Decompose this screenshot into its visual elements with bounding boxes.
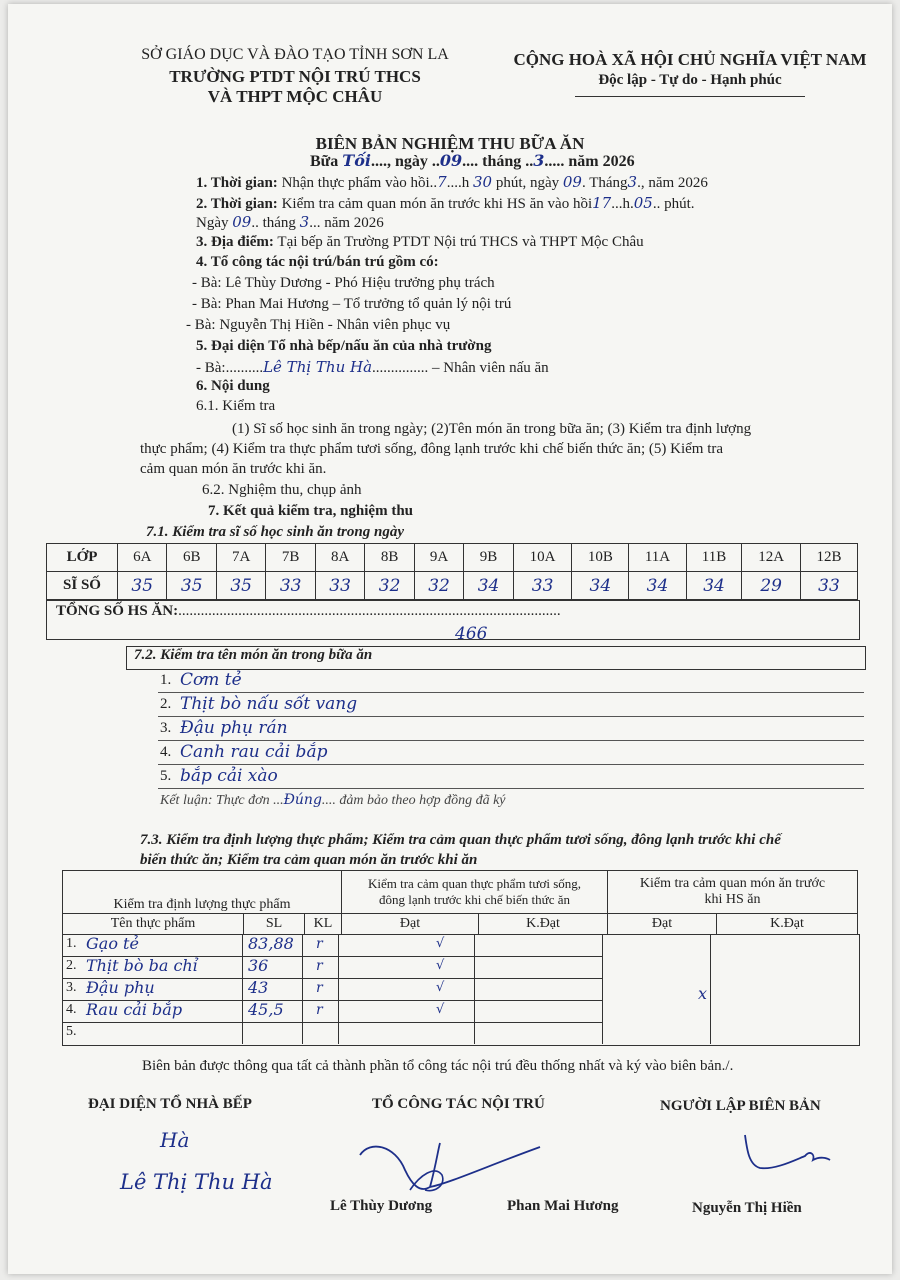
meal-date-line: [310, 151, 635, 171]
time1-month-label: . Tháng: [581, 175, 628, 191]
food-quantity: 36: [248, 956, 269, 975]
sense-check-mark: x: [698, 984, 708, 1003]
conclusion-suffix: .... đảm bảo theo hợp đồng đã ký: [321, 793, 506, 808]
team-name-1: Lê Thùy Dương: [330, 1198, 433, 1214]
meal-value: Tối: [342, 151, 371, 170]
meal-label: Bữa: [310, 153, 339, 170]
sign-title-team: TỔ CÔNG TÁC NỘI TRÚ: [372, 1096, 545, 1112]
food-pass-check: √: [436, 958, 445, 973]
place-label: 3. Địa điểm:: [196, 234, 274, 250]
food-rows-frame: [62, 934, 860, 1046]
accept-label: 6.2. Nghiệm thu, chụp ảnh: [202, 482, 362, 498]
team-member-2: - Bà: Phan Mai Hương – Tổ trưởng tổ quản lý nội trú: [192, 296, 512, 312]
dish-name: Canh rau cải bắp: [180, 742, 328, 762]
dish-number: 1.: [160, 672, 172, 688]
class-cell: 11B: [686, 544, 742, 572]
time1-label: 1. Thời gian:: [196, 175, 278, 191]
dish-name: Cơm tẻ: [180, 670, 242, 690]
sign-title-kitchen: ĐẠI DIỆN TỔ NHÀ BẾP: [88, 1096, 252, 1112]
food-name: Rau cải bắp: [86, 1000, 183, 1019]
kitchen-name: Lê Thị Thu Hà: [263, 358, 373, 376]
class-count-table: [46, 543, 858, 600]
content-label: 6. Nội dung: [196, 378, 270, 394]
food-col-divider: [338, 934, 339, 1044]
class-cell: 11A: [629, 544, 686, 572]
dish-name: Đậu phụ rán: [180, 718, 288, 738]
food-quantity: 83,88: [248, 934, 294, 953]
time2-date-line: [196, 213, 384, 232]
food-weight-check: r: [316, 980, 323, 996]
author-name: Nguyễn Thị Hiền: [692, 1200, 802, 1216]
food-weight-check: r: [316, 958, 323, 974]
time2-line: [196, 194, 695, 213]
food-col-divider: [710, 934, 711, 1044]
conclusion-value: Đúng: [283, 792, 322, 808]
time2-minute: 05: [633, 194, 653, 212]
time2-month: 3: [299, 213, 310, 231]
total-label: TỔNG SỐ HS ĂN:: [56, 603, 179, 619]
place-line: [196, 234, 644, 251]
col-fail-2: K.Đạt: [717, 914, 858, 935]
food-col-divider: [602, 934, 603, 1044]
class-cell: 7A: [216, 544, 265, 572]
time1-month: 3: [627, 173, 638, 191]
dish-name: bắp cải xào: [180, 766, 278, 786]
team-name-2: Phan Mai Hương: [507, 1198, 619, 1214]
food-weight-check: r: [316, 936, 323, 952]
dish-underline: [158, 716, 864, 717]
dish-underline: [158, 788, 864, 789]
conclusion-prefix: Kết luận: Thực đơn ...: [160, 793, 284, 808]
class-cell: 8A: [315, 544, 364, 572]
day-value: 09: [439, 151, 463, 170]
motto-underline: [575, 96, 805, 97]
section-72-title: 7.2. Kiểm tra tên món ăn trong bữa ăn: [134, 647, 373, 663]
kitchen-suffix: ............... – Nhân viên nấu ăn: [372, 360, 549, 376]
count-cell: 34: [629, 572, 686, 600]
count-cell: 32: [365, 572, 414, 600]
count-cell: 35: [216, 572, 265, 600]
time1-hour: 7: [437, 173, 447, 191]
dish-underline: [158, 692, 864, 693]
header-school-line2: VÀ THPT MỘC CHÂU: [207, 87, 383, 106]
food-row-divider: [62, 1022, 602, 1023]
food-pass-check: √: [436, 936, 445, 951]
food-quantity: 43: [248, 978, 269, 997]
closing-statement: Biên bản được thông qua tất cả thành phần tổ công tác nội trú đều thống nhất và ký vào biên bản./.: [142, 1058, 734, 1074]
time1-day: 09: [562, 173, 582, 191]
count-row: [47, 572, 858, 600]
food-row-number: 1.: [66, 936, 77, 951]
count-cell: 34: [464, 572, 513, 600]
time2-label: 2. Thời gian:: [196, 196, 278, 212]
class-cell: 9B: [464, 544, 513, 572]
time2-day: 09: [232, 213, 252, 231]
team-label: 4. Tổ công tác nội trú/bán trú gồm có:: [196, 254, 439, 270]
count-cell: 32: [414, 572, 463, 600]
count-cell: 33: [266, 572, 315, 600]
time2-year: ... năm 2026: [309, 215, 384, 231]
class-cell: 7B: [266, 544, 315, 572]
food-row-number: 2.: [66, 958, 77, 973]
food-col-divider: [302, 934, 303, 1044]
time1-minute: 30: [472, 173, 493, 191]
team-member-3: - Bà: Nguyễn Thị Hiền - Nhân viên phục vụ: [186, 317, 451, 333]
kitchen-prefix: - Bà:..........: [196, 360, 264, 376]
dish-number: 4.: [160, 744, 172, 760]
class-cell: 10A: [513, 544, 572, 572]
time2-month-label: .. tháng: [251, 215, 296, 231]
food-col-divider: [474, 934, 475, 1044]
food-row-number: 3.: [66, 980, 77, 995]
class-cell: 8B: [365, 544, 414, 572]
conclusion-line: [160, 792, 506, 809]
col-pass-2: Đạt: [608, 914, 717, 935]
header-country: CỘNG HOÀ XÃ HỘI CHỦ NGHĨA VIỆT NAM: [513, 50, 867, 69]
header-school-line1: TRƯỜNG PTDT NỘI TRÚ THCS: [169, 67, 421, 86]
count-row-label: SĨ SỐ: [47, 572, 118, 600]
time2-text: Kiểm tra cảm quan món ăn trước khi HS ăn vào hồi: [281, 196, 593, 212]
kitchen-signature-name: Lê Thị Thu Hà: [120, 1170, 273, 1194]
food-name: Gạo tẻ: [86, 934, 139, 953]
class-cell: 6A: [118, 544, 167, 572]
head-fresh: Kiểm tra cảm quan thực phẩm tươi sống, đông lạnh trước khi chế biến thức ăn: [342, 871, 608, 914]
dish-underline: [158, 764, 864, 765]
time1-year: ., năm 2026: [637, 175, 708, 191]
class-cell: 9A: [414, 544, 463, 572]
count-cell: 34: [686, 572, 742, 600]
food-pass-check: √: [436, 1002, 445, 1017]
dish-number: 5.: [160, 768, 172, 784]
count-cell: 34: [572, 572, 629, 600]
count-cell: 33: [800, 572, 857, 600]
kitchen-member-line: [196, 358, 549, 377]
year-label: ..... năm 2026: [544, 153, 635, 170]
count-cell: 35: [167, 572, 216, 600]
food-table-header-1: [63, 871, 858, 914]
dish-number: 2.: [160, 696, 172, 712]
class-row: [47, 544, 858, 572]
food-name: Thịt bò ba chỉ: [86, 956, 198, 975]
count-cell: 33: [315, 572, 364, 600]
food-col-divider: [242, 934, 243, 1044]
time1-text: Nhận thực phẩm vào hồi..: [281, 175, 438, 191]
class-cell: 12A: [742, 544, 801, 572]
dish-name: Thịt bò nấu sốt vang: [180, 694, 358, 714]
time2-hour: 17: [592, 194, 612, 212]
time1-day-label: phút, ngày: [495, 175, 560, 191]
header-department: SỞ GIÁO DỤC VÀ ĐÀO TẠO TỈNH SƠN LA: [141, 46, 449, 63]
kitchen-signature: Hà: [160, 1128, 190, 1152]
col-pass: Đạt: [342, 914, 479, 935]
class-cell: 10B: [572, 544, 629, 572]
food-row-number: 5.: [66, 1024, 77, 1039]
result-label: 7. Kết quả kiểm tra, nghiệm thu: [208, 503, 414, 519]
col-fail: K.Đạt: [479, 914, 608, 935]
food-check-table: [62, 870, 858, 935]
food-quantity: 45,5: [248, 1000, 284, 1019]
month-label: .... tháng ..: [462, 153, 534, 170]
sign-title-author: NGƯỜI LẬP BIÊN BẢN: [660, 1098, 821, 1114]
count-cell: 29: [742, 572, 801, 600]
time1-line: [196, 173, 708, 192]
dish-number: 3.: [160, 720, 172, 736]
section-73-title-2: biến thức ăn; Kiểm tra cảm quan món ăn trước khi ăn: [140, 852, 478, 868]
total-dots: ......................................................................................................: [178, 603, 561, 619]
class-row-label: LỚP: [47, 544, 118, 572]
col-kl: KL: [305, 914, 342, 935]
food-name: Đậu phụ: [86, 978, 155, 997]
col-name: Tên thực phẩm: [63, 914, 244, 935]
kitchen-label: 5. Đại diện Tổ nhà bếp/nấu ăn của nhà trường: [196, 338, 492, 354]
total-value: 466: [455, 624, 488, 644]
place-text: Tại bếp ăn Trường PTDT Nội trú THCS và THPT Mộc Châu: [277, 234, 644, 250]
team-signature: [350, 1135, 550, 1205]
class-cell: 12B: [800, 544, 857, 572]
team-member-1: - Bà: Lê Thùy Dương - Phó Hiệu trưởng phụ trách: [192, 275, 495, 291]
day-label: ...., ngày ..: [370, 153, 440, 170]
section-73-title-1: 7.3. Kiểm tra định lượng thực phẩm; Kiểm tra cảm quan thực phẩm tươi sống, đông lạnh trước khi chế: [140, 832, 781, 848]
food-table-header-2: [63, 914, 858, 935]
month-value: 3: [533, 151, 545, 170]
header-motto: Độc lập - Tự do - Hạnh phúc: [598, 72, 782, 88]
document-title: BIÊN BẢN NGHIỆM THU BỮA ĂN: [315, 134, 585, 153]
author-signature: [735, 1130, 835, 1175]
dish-underline: [158, 740, 864, 741]
check-text-1: (1) Sĩ số học sinh ăn trong ngày; (2)Tên món ăn trong bữa ăn; (3) Kiểm tra định lượng: [232, 421, 752, 437]
time2-end: .. phút.: [652, 196, 695, 212]
section-71-title: 7.1. Kiểm tra sĩ số học sinh ăn trong ngày: [146, 524, 404, 540]
food-row-number: 4.: [66, 1002, 77, 1017]
time2-mid: ...h.: [611, 196, 634, 212]
check-label: 6.1. Kiểm tra: [196, 398, 276, 414]
food-pass-check: √: [436, 980, 445, 995]
total-line: [56, 603, 561, 620]
time2-day-label: Ngày: [196, 215, 229, 231]
check-text-3: cảm quan món ăn trước khi ăn.: [140, 461, 327, 477]
head-sense: Kiểm tra cảm quan món ăn trước khi HS ăn: [608, 871, 858, 914]
col-sl: SL: [244, 914, 305, 935]
check-text-2: thực phẩm; (4) Kiểm tra thực phẩm tươi sống, đông lạnh trước khi chế biến thức ăn; (5) Kiểm tra: [140, 441, 724, 457]
class-cell: 6B: [167, 544, 216, 572]
time1-mid: ....h: [446, 175, 470, 191]
food-weight-check: r: [316, 1002, 323, 1018]
count-cell: 35: [118, 572, 167, 600]
head-quantity: Kiểm tra định lượng thực phẩm: [63, 871, 342, 914]
count-cell: 33: [513, 572, 572, 600]
